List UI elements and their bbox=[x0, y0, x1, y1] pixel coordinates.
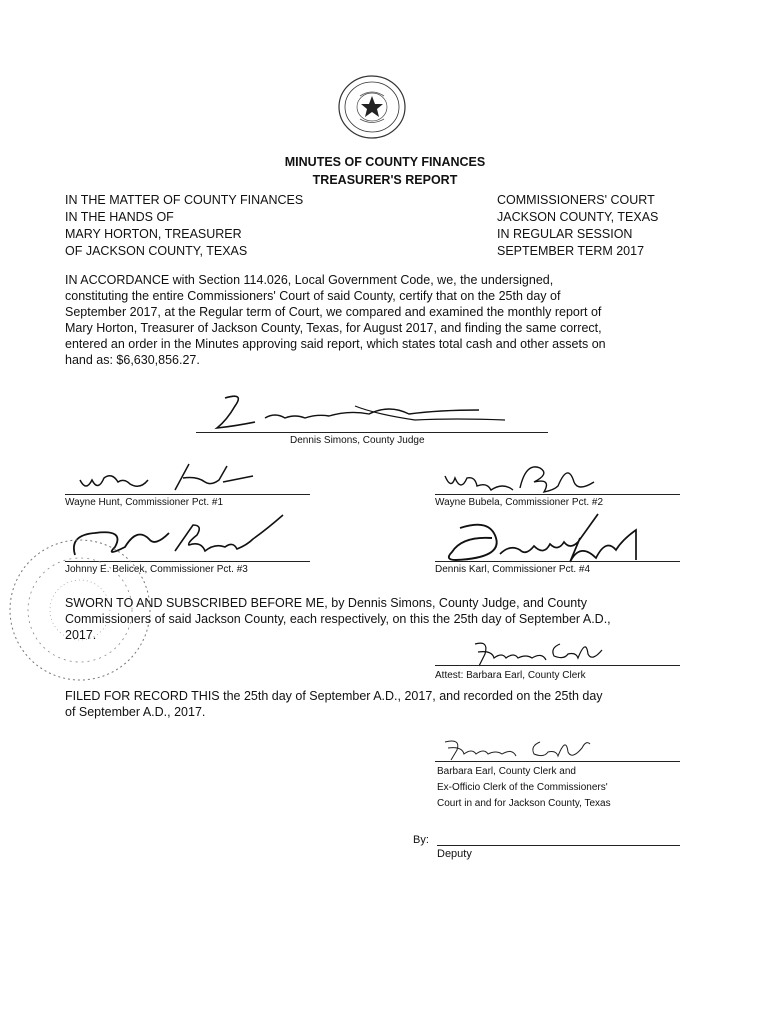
right-header bbox=[497, 192, 658, 260]
clerk-caption-line: Barbara Earl, County Clerk and bbox=[437, 766, 576, 777]
paragraph-line: entered an order in the Minutes approving said report, which states total cash and other assets on bbox=[65, 337, 606, 351]
pct1-caption: Wayne Hunt, Commissioner Pct. #1 bbox=[65, 497, 224, 508]
sworn-line: SWORN TO AND SUBSCRIBED BEFORE ME, by Dennis Simons, County Judge, and County bbox=[65, 596, 587, 610]
attest-caption: Attest: Barbara Earl, County Clerk bbox=[435, 670, 586, 681]
left-header-line: IN THE HANDS OF bbox=[65, 210, 174, 224]
certification-paragraph bbox=[65, 272, 677, 368]
pct1-signature-line bbox=[65, 494, 310, 495]
right-header-line: SEPTEMBER TERM 2017 bbox=[497, 244, 645, 258]
filed-paragraph bbox=[65, 688, 695, 720]
left-header-line: MARY HORTON, TREASURER bbox=[65, 227, 242, 241]
pct2-caption: Wayne Bubela, Commissioner Pct. #2 bbox=[435, 497, 604, 508]
paragraph-line: Mary Horton, Treasurer of Jackson County, Texas, for August 2017, and finding the same correct, bbox=[65, 321, 602, 335]
right-header-line: IN REGULAR SESSION bbox=[497, 227, 633, 241]
pct3-caption: Johnny E. Belicek, Commissioner Pct. #3 bbox=[65, 564, 248, 575]
left-header-line: OF JACKSON COUNTY, TEXAS bbox=[65, 244, 248, 258]
document-subtitle: TREASURER'S REPORT bbox=[312, 173, 458, 187]
county-seal bbox=[332, 74, 412, 140]
filed-line: FILED FOR RECORD THIS the 25th day of September A.D., 2017, and recorded on the 25th day bbox=[65, 689, 603, 703]
attest-signature-line bbox=[435, 665, 680, 666]
sworn-line: 2017. bbox=[65, 628, 97, 642]
paragraph-line: IN ACCORDANCE with Section 114.026, Local Government Code, we, the undersigned, bbox=[65, 273, 554, 287]
document-title: MINUTES OF COUNTY FINANCES bbox=[284, 155, 486, 169]
deputy-signature-line bbox=[437, 845, 680, 846]
filed-line: of September A.D., 2017. bbox=[65, 705, 206, 719]
clerk-caption-line: Court in and for Jackson County, Texas bbox=[437, 798, 611, 809]
clerk-caption-line: Ex-Officio Clerk of the Commissioners' bbox=[437, 782, 608, 793]
pct2-signature-line bbox=[435, 494, 680, 495]
clerk-signature-line bbox=[435, 761, 680, 762]
left-header-line: IN THE MATTER OF COUNTY FINANCES bbox=[65, 193, 304, 207]
clerk-caption bbox=[437, 764, 611, 812]
paragraph-line: constituting the entire Commissioners' Court of said County, certify that on the 25th day of bbox=[65, 289, 561, 303]
paragraph-line: September 2017, at the Regular term of Court, we compared and examined the monthly report of bbox=[65, 305, 602, 319]
paragraph-line: hand as: $6,630,856.27. bbox=[65, 353, 200, 367]
by-label: By: bbox=[413, 834, 429, 846]
judge-signature-line bbox=[196, 432, 548, 433]
pct4-signature-line bbox=[435, 561, 680, 562]
judge-caption: Dennis Simons, County Judge bbox=[290, 435, 425, 446]
deputy-caption: Deputy bbox=[437, 848, 472, 860]
right-header-line: COMMISSIONERS' COURT bbox=[497, 193, 655, 207]
sworn-line: Commissioners of said Jackson County, each respectively, on this the 25th day of September A.D., bbox=[65, 612, 611, 626]
right-header-line: JACKSON COUNTY, TEXAS bbox=[497, 210, 659, 224]
left-header bbox=[65, 192, 303, 260]
pct4-caption: Dennis Karl, Commissioner Pct. #4 bbox=[435, 564, 591, 575]
